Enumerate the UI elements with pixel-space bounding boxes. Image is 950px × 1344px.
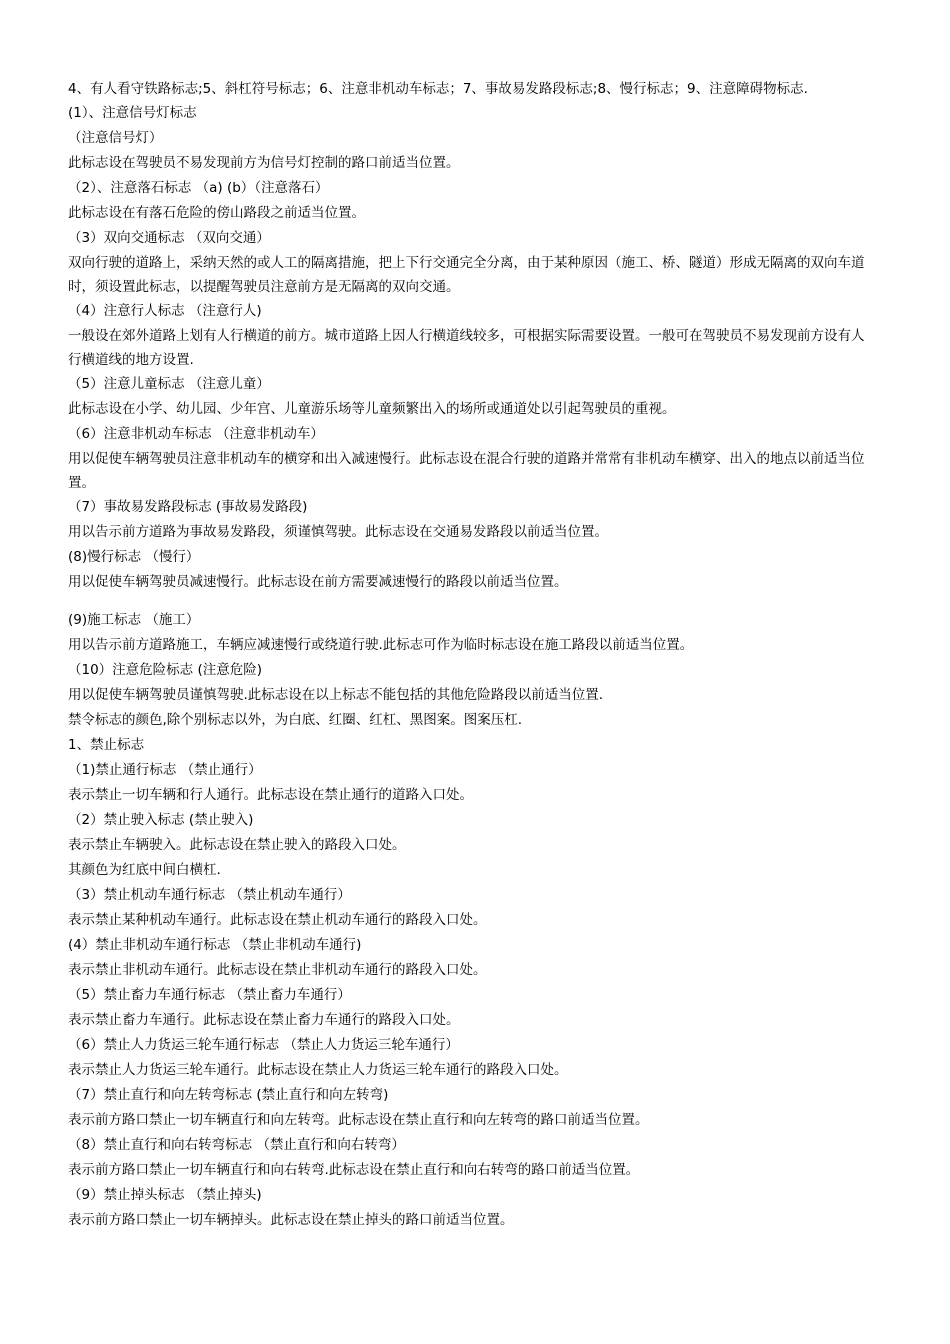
heading-non-motor: （6）注意非机动车标志 （注意非机动车） xyxy=(68,426,324,442)
paragraph-gap xyxy=(68,595,874,608)
paragraph: 表示前方路口禁止一切车辆直行和向右转弯.此标志设在禁止直行和向右转弯的路口前适当位置。 xyxy=(68,1162,640,1178)
paragraph: 此标志设在有落石危险的傍山路段之前适当位置。 xyxy=(68,205,365,221)
heading-no-non-motor: (4）禁止非机动车通行标志 （禁止非机动车通行) xyxy=(68,937,362,953)
paragraph: 表示禁止畜力车通行。此标志设在禁止畜力车通行的路段入口处。 xyxy=(68,1012,460,1028)
heading-signal-light: (1）、注意信号灯标志 xyxy=(68,105,197,121)
paragraph: 此标志设在小学、幼儿园、少年宫、儿童游乐场等儿童频繁出入的场所或通道处以引起驾驶员的重视。 xyxy=(68,401,676,417)
heading-no-passage: （1)禁止通行标志 （禁止通行） xyxy=(68,762,262,778)
heading-danger: （10）注意危险标志 (注意危险) xyxy=(68,662,263,678)
heading-slow: (8)慢行标志 （慢行） xyxy=(68,549,200,565)
sign-name: （注意信号灯） xyxy=(68,130,163,146)
paragraph: 表示禁止非机动车通行。此标志设在禁止非机动车通行的路段入口处。 xyxy=(68,962,487,978)
paragraph: 用以促使车辆驾驶员注意非机动车的横穿和出入减速慢行。此标志设在混合行驶的道路并常常有非机动车横穿、出入的地点以前适当位置。 xyxy=(68,451,865,491)
heading-no-animal-cart: （5）禁止畜力车通行标志 （禁止畜力车通行） xyxy=(68,987,351,1003)
intro-paragraph: 4、有人看守铁路标志;5、斜杠符号标志；6、注意非机动车标志；7、事故易发路段标志;8、慢行标志；9、注意障碍物标志. xyxy=(68,81,808,97)
paragraph: 双向行驶的道路上，采纳天然的或人工的隔离措施，把上下行交通完全分离，由于某种原因（施工、桥、隧道）形成无隔离的双向车道时，须设置此标志，以提醒驾驶员注意前方是无隔离的双向交通。 xyxy=(68,255,865,295)
heading-construction: (9)施工标志 （施工） xyxy=(68,612,200,628)
paragraph: 表示前方路口禁止一切车辆掉头。此标志设在禁止掉头的路口前适当位置。 xyxy=(68,1212,514,1228)
paragraph: 表示禁止某种机动车通行。此标志设在禁止机动车通行的路段入口处。 xyxy=(68,912,487,928)
heading-no-tricycle: （6）禁止人力货运三轮车通行标志 （禁止人力货运三轮车通行） xyxy=(68,1037,459,1053)
heading-pedestrians: （4）注意行人标志 （注意行人) xyxy=(68,303,262,319)
heading-two-way-traffic: （3）双向交通标志 （双向交通） xyxy=(68,230,270,246)
heading-no-straight-left: （7）禁止直行和向左转弯标志 (禁止直行和向左转弯) xyxy=(68,1087,389,1103)
heading-children: （5）注意儿童标志 （注意儿童） xyxy=(68,376,270,392)
heading-no-motor: （3）禁止机动车通行标志 （禁止机动车通行） xyxy=(68,887,351,903)
paragraph: 表示禁止人力货运三轮车通行。此标志设在禁止人力货运三轮车通行的路段入口处。 xyxy=(68,1062,568,1078)
paragraph: 此标志设在驾驶员不易发现前方为信号灯控制的路口前适当位置。 xyxy=(68,155,460,171)
section-heading: 1、禁止标志 xyxy=(68,737,145,753)
paragraph: 用以告示前方道路施工，车辆应减速慢行或绕道行驶.此标志可作为临时标志设在施工路段以前适当位置。 xyxy=(68,637,694,653)
paragraph: 一般设在郊外道路上划有人行横道的前方。城市道路上因人行横道线较多，可根据实际需要设置。一般可在驾驶员不易发现前方设有人行横道线的地方设置. xyxy=(68,328,865,368)
paragraph: 禁令标志的颜色,除个别标志以外，为白底、红圈、红杠、黑图案。图案压杠. xyxy=(68,712,523,728)
heading-falling-rocks: （2）、注意落石标志 （a) (b）（注意落石） xyxy=(68,180,329,196)
heading-no-straight-right: （8）禁止直行和向右转弯标志 （禁止直行和向右转弯） xyxy=(68,1137,405,1153)
paragraph: 表示禁止车辆驶入。此标志设在禁止驶入的路段入口处。 xyxy=(68,837,406,853)
paragraph: 用以告示前方道路为事故易发路段，须谨慎驾驶。此标志设在交通易发路段以前适当位置。 xyxy=(68,524,608,540)
paragraph: 表示禁止一切车辆和行人通行。此标志设在禁止通行的道路入口处。 xyxy=(68,787,473,803)
document-body xyxy=(68,77,874,1233)
paragraph: 表示前方路口禁止一切车辆直行和向左转弯。此标志设在禁止直行和向左转弯的路口前适当位置。 xyxy=(68,1112,649,1128)
paragraph: 用以促使车辆驾驶员减速慢行。此标志设在前方需要减速慢行的路段以前适当位置。 xyxy=(68,574,568,590)
paragraph: 用以促使车辆驾驶员谨慎驾驶.此标志设在以上标志不能包括的其他危险路段以前适当位置. xyxy=(68,687,604,703)
paragraph: 其颜色为红底中间白横杠. xyxy=(68,862,221,878)
heading-accident-prone: （7）事故易发路段标志 (事故易发路段) xyxy=(68,499,308,515)
heading-no-u-turn: （9）禁止掉头标志 （禁止掉头) xyxy=(68,1187,262,1203)
heading-no-entry: （2）禁止驶入标志 (禁止驶入) xyxy=(68,812,254,828)
